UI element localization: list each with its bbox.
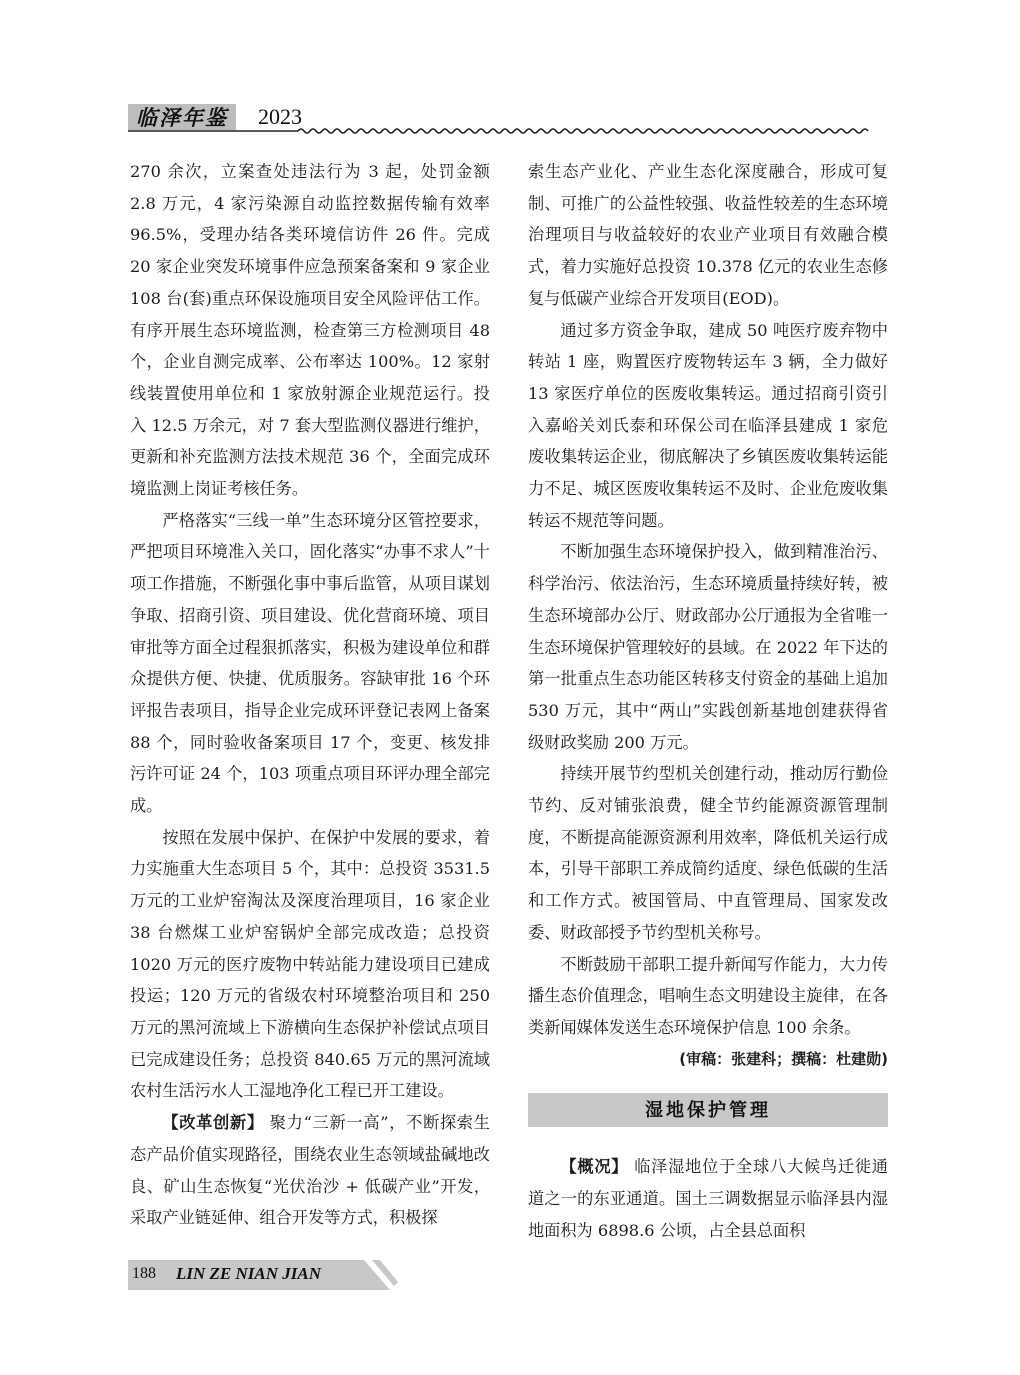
left-column [130,156,490,1234]
page-header [128,100,890,140]
paragraph-text: 聚力“三新一高”，不断探索生态产品价值实现路径，围绕农业生态领域盐碱地改良、矿山生态恢复“光伏治沙 + 低碳产业”开发，采取产业链延伸、组合开发等方式，积极探 [130,1113,490,1228]
section-label: 【概况】 [560,1157,629,1177]
paragraph: 不断加强生态环境保护投入，做到精准治污、科学治污、依法治污，生态环境质量持续好转，被生态环境部办公厅、财政部办公厅通报为全省唯一生态环境保护管理较好的县域。在 2022 年下达的第一批重点生态功能区转移支付资金的基础上追加 530 万元，其中“两山”实践创新基地创建获得省级财政奖励 200 万元。 [528,542,888,752]
paragraph: 索生态产业化、产业生态化深度融合，形成可复制、可推广的公益性较强、收益性较差的生态环境治理项目与收益较好的农业产业项目有效融合模式，着力实施好总投资 10.378 亿元的农业生态修复与低碳产业综合开发项目(EOD)。 [528,162,888,308]
page-footer [128,1260,398,1292]
paragraph-reform [130,1107,490,1234]
page-number: 188 [132,1265,156,1282]
right-column [528,156,888,1247]
paragraph: 按照在发展中保护、在保护中发展的要求，着力实施重大生态项目 5 个，其中：总投资 3531.5 万元的工业炉窑淘汰及深度治理项目，16 家企业 38 台燃煤工业炉窑锅炉全部完成改造；总投资 1020 万元的医疗废物中转站能力建设项目已建成投运；120 万元的省级农村环境整治项目和 250 万元的黑河流域上下游横向生态保护补偿试点项目已完成建设任务；总投资 840.65 万元的黑河流域农村生活污水人工湿地净化工程已开工建设。 [130,827,490,1101]
review-signature: (审稿：张建科；撰稿：杜建勋) [679,1049,888,1068]
section-label: 【改革创新】 [162,1113,264,1133]
paragraph: 不断鼓励干部职工提升新闻写作能力，大力传播生态价值理念，唱响生态文明建设主旋律，在各类新闻媒体发送生态环境保护信息 100 余条。 [528,954,888,1037]
header-wave-rule [128,126,890,136]
paragraph: 持续开展节约型机关创建行动，推动厉行勤俭节约、反对铺张浪费，健全节约能源资源管理制度，不断提高能源资源利用效率，降低机关运行成本，引导干部职工养成简约适度、绿色低碳的生活和工作方式。被国管局、中直管理局、国家发改委、财政部授予节约型机关称号。 [528,764,888,942]
section-heading-bar [528,1093,888,1127]
paragraph: 270 余次，立案查处违法行为 3 起，处罚金额 2.8 万元，4 家污染源自动监控数据传输有效率 96.5%，受理办结各类环境信访件 26 件。完成 20 家企业突发环境事件应急预案备案和 9 家企业 108 台(套)重点环保设施项目安全风险评估工作。有序开展生态环境监测，检查第三方检测项目 48 个，企业自测完成率、公布率达 100%。12 家射线装置使用单位和 1 家放射源企业规范运行。投入 12.5 万余元，对 7 套大型监测仪器进行维护，更新和补充监测方法技术规范 36 个，全面完成环境监测上岗证考核任务。 [130,162,490,499]
paragraph-text: 临泽湿地位于全球八大候鸟迁徙通道之一的东亚通道。国土三调数据显示临泽县内湿地面积为 6898.6 公顷，占全县总面积 [528,1157,888,1240]
paragraph: 严格落实“三线一单”生态环境分区管控要求，严把项目环境准入关口，固化落实“办事不求人”十项工作措施，不断强化事中事后监管，从项目谋划争取、招商引资、项目建设、优化营商环境、项目审批等方面全过程狠抓落实，积极为建设单位和群众提供方便、快捷、优质服务。容缺审批 16 个环评报告表项目，指导企业完成环评登记表网上备案 88 个，同时验收备案项目 17 个，变更、核发排污许可证 24 个，103 项重点项目环评办理全部完成。 [130,510,490,816]
journal-name: LIN ZE NIAN JIAN [176,1264,321,1283]
yearbook-title: 临泽年鉴 [136,106,228,130]
paragraph-overview [528,1151,888,1246]
yearbook-year: 2023 [258,104,302,129]
paragraph: 通过多方资金争取，建成 50 吨医疗废弃物中转站 1 座，购置医疗废物转运车 3 辆，全力做好 13 家医疗单位的医废收集转运。通过招商引资引入嘉峪关刘氏泰和环保公司在临泽县建成 1 家危废收集转运企业，彻底解决了乡镇医废收集转运能力不足、城区医废收集转运不及时、企业危废收集转运不规范等问题。 [528,320,888,530]
section-heading: 湿地保护管理 [645,1099,771,1121]
